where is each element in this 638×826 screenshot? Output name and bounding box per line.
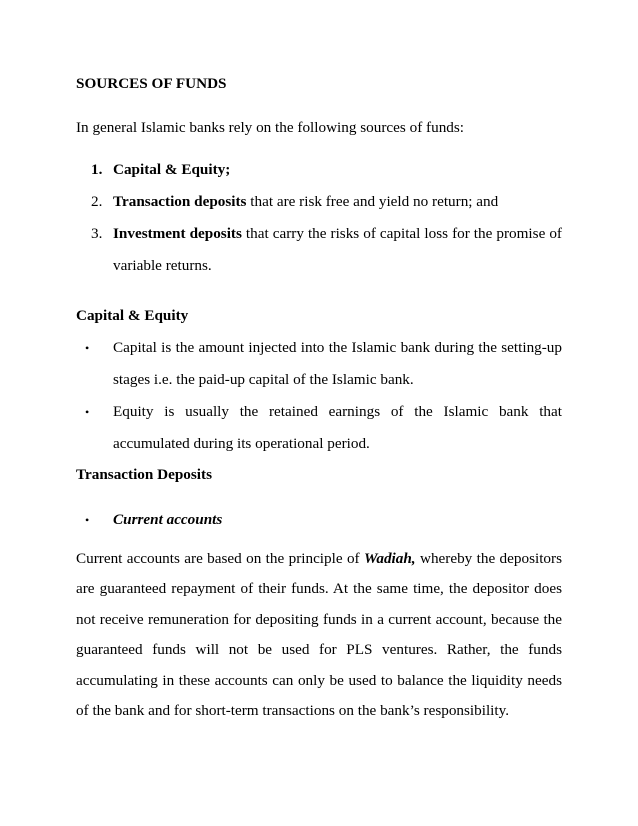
list-item xyxy=(76,154,562,186)
bullet-text: Equity is usually the retained earnings of the Islamic bank that accumulated during its operational period. xyxy=(113,403,562,452)
paragraph-start: Current accounts are based on the principle of xyxy=(76,550,364,567)
bullet-item xyxy=(76,332,562,396)
section-heading-capital: Capital & Equity xyxy=(76,307,189,324)
paragraph-text xyxy=(76,544,562,726)
list-item xyxy=(76,218,562,282)
list-item-bold: Investment deposits xyxy=(113,225,242,242)
bullet-text: Current accounts xyxy=(113,511,223,528)
paragraph-rest: whereby the depositors are guaranteed repayment of their funds. At the same time, the depositor does not receive remuneration for depositing funds in a current account, because the guaranteed funds will not be used for PLS ventures. Rather, the funds accumulating in these accounts can only be used to balance the liquidity needs of the bank and for short-term transactions on the bank’s responsibility. xyxy=(76,550,562,720)
sources-list xyxy=(76,154,562,282)
bullet-icon: • xyxy=(85,341,90,355)
bullet-text: Capital is the amount injected into the Islamic bank during the setting-up stages i.e. the paid-up capital of the Islamic bank. xyxy=(113,339,562,388)
bullet-icon: • xyxy=(85,405,90,419)
bullet-icon: • xyxy=(85,513,90,527)
list-number: 2. xyxy=(91,193,103,210)
section-heading-transaction: Transaction Deposits xyxy=(76,466,212,483)
capital-bullet-list xyxy=(76,332,562,460)
list-item-bold: Transaction deposits xyxy=(113,193,247,210)
intro-text: In general Islamic banks rely on the following sources of funds: xyxy=(76,119,465,136)
page-title: SOURCES OF FUNDS xyxy=(76,75,227,92)
list-item-text: that carry the risks of capital loss for the promise of variable returns. xyxy=(113,225,562,274)
list-item-text: that are risk free and yield no return; and xyxy=(246,193,499,210)
list-number: 3. xyxy=(91,225,103,242)
body-paragraph xyxy=(76,544,562,726)
list-item-bold: Capital & Equity; xyxy=(113,161,231,178)
bullet-item xyxy=(76,396,562,460)
paragraph-term: Wadiah, xyxy=(363,550,416,567)
list-item xyxy=(76,186,562,218)
bullet-item xyxy=(76,504,562,536)
transaction-bullet-list xyxy=(76,504,562,536)
list-number: 1. xyxy=(91,161,103,178)
